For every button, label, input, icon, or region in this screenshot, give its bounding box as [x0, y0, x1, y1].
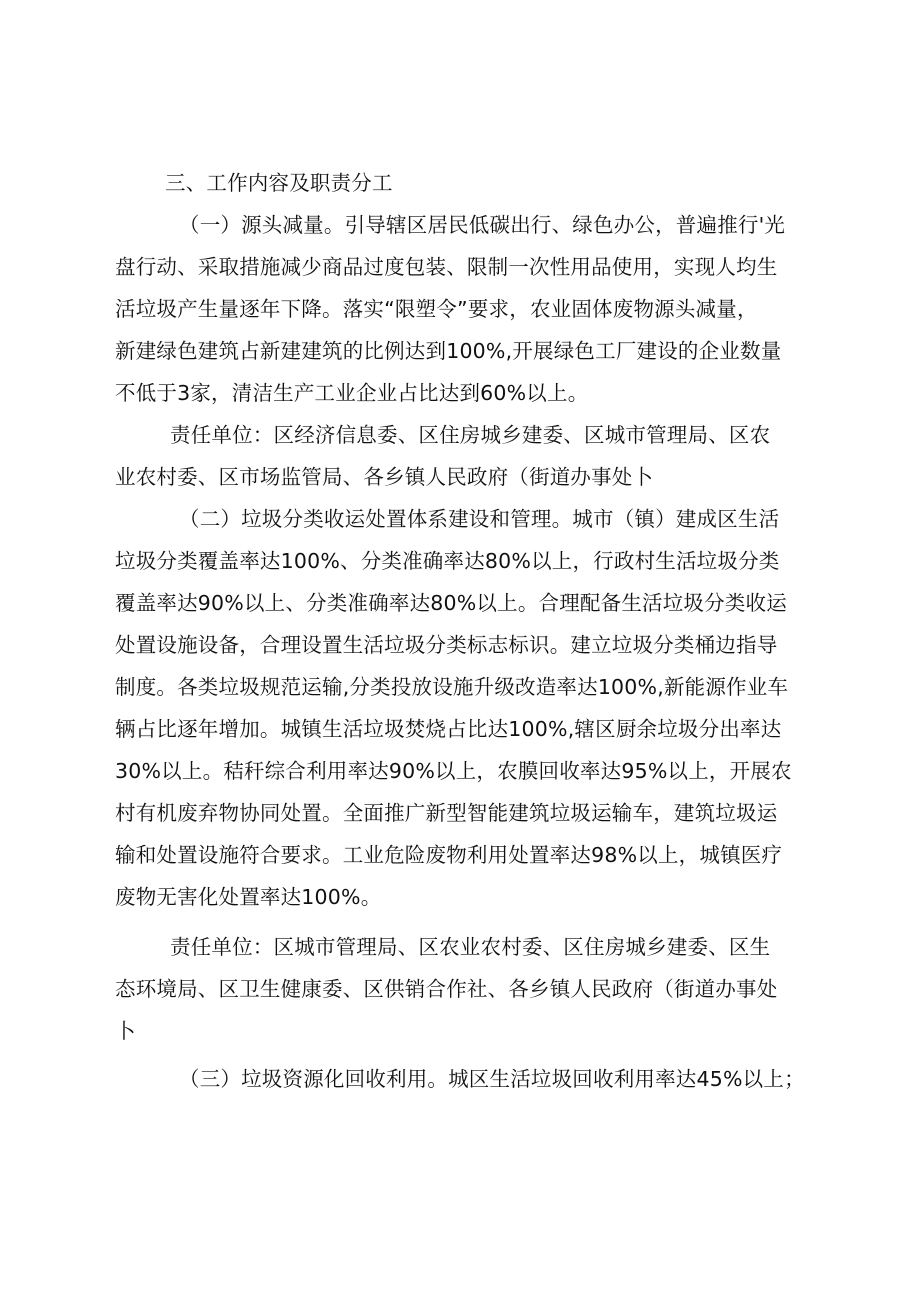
responsibility-line: 责任单位：区经济信息委、区住房城乡建委、区城市管理局、区农	[170, 423, 771, 447]
paragraph-line: 垃圾分类覆盖率达100%、分类准确率达80%以上，行政村生活垃圾分类	[115, 549, 780, 573]
paragraph-line: 30%以上。秸秆综合利用率达90%以上，农膜回收率达95%以上，开展农	[115, 759, 792, 783]
paragraph-line: （二）垃圾分类收运处置体系建设和管理。城市（镇）建成区生活	[179, 507, 780, 531]
responsibility-line: 业农村委、区市场监管局、各乡镇人民政府（街道办事处卜	[115, 465, 654, 489]
paragraph-line: （一）源头减量。引导辖区居民低碳出行、绿色办公，普遍推行'光	[179, 213, 786, 237]
paragraph-line: 输和处置设施符合要求。工业危险废物利用处置率达98%以上，城镇医疗	[115, 843, 783, 867]
responsibility-line: 责任单位：区城市管理局、区农业农村委、区住房城乡建委、区生	[170, 935, 771, 959]
responsibility-line: 态环境局、区卫生健康委、区供销合作社、各乡镇人民政府（街道办事处	[115, 977, 778, 1001]
paragraph-line: （三）垃圾资源化回收利用。城区生活垃圾回收利用率达45%以上；	[179, 1067, 805, 1091]
paragraph-line: 制度。各类垃圾规范运输,分类投放设施升级改造率达100%,新能源作业车	[115, 675, 789, 699]
paragraph-line: 村有机废弃物协同处置。全面推广新型智能建筑垃圾运输车，建筑垃圾运	[115, 801, 778, 825]
paragraph-line: 覆盖率达90%以上、分类准确率达80%以上。合理配备生活垃圾分类收运	[115, 591, 787, 615]
paragraph-line: 处置设施设备，合理设置生活垃圾分类标志标识。建立垃圾分类桶边指导	[115, 633, 778, 657]
paragraph-line: 废物无害化处置率达100%。	[115, 885, 382, 909]
section-heading: 三、工作内容及职责分工	[165, 171, 393, 195]
document-body	[115, 162, 805, 1100]
paragraph-line: 活垃圾产生量逐年下降。落实“限塑令”要求，农业固体废物源头减量，	[115, 297, 758, 321]
paragraph-line: 不低于3家，清洁生产工业企业占比达到60%以上。	[115, 381, 589, 405]
paragraph-line: 新建绿色建筑占新建建筑的比例达到100%,开展绿色工厂建设的企业数量	[115, 339, 782, 363]
paragraph-line: 辆占比逐年增加。城镇生活垃圾焚烧占比达100%,辖区厨余垃圾分出率达	[115, 717, 782, 741]
paragraph-line: 盘行动、采取措施减少商品过度包装、限制一次性用品使用，实现人均生	[115, 255, 778, 279]
responsibility-line: 卜	[115, 1019, 136, 1043]
